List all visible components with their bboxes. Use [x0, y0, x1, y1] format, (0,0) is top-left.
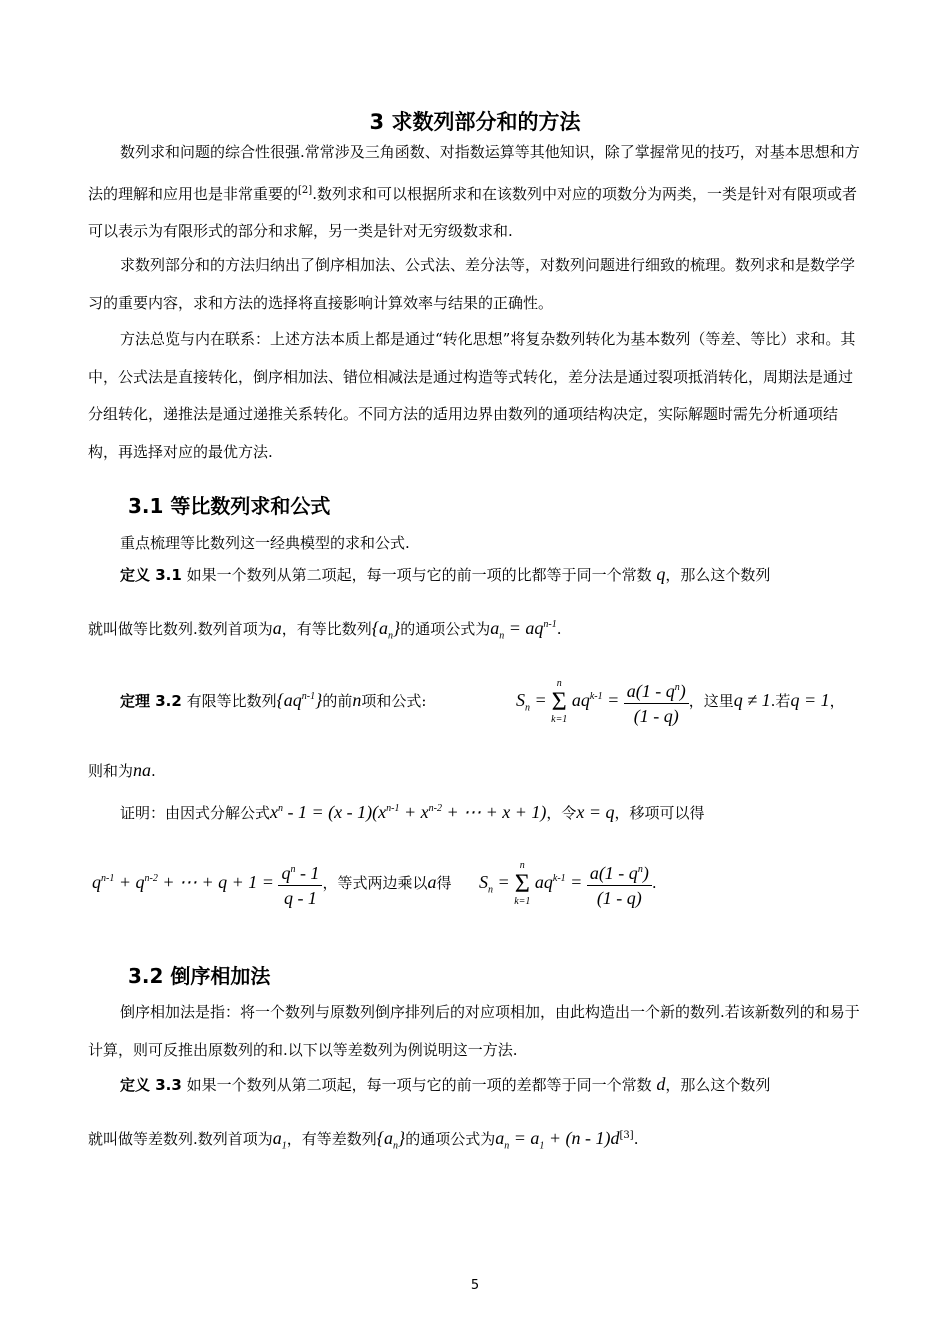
geometric-term-formula: $a_n = aq^{n-1}$ — [490, 618, 557, 642]
intro-paragraph-3: 方法总览与内在联系：上述方法本质上都是通过“转化思想”将复杂数列转化为基本数列（等差、等比）求和。其中，公式法是直接转化，倒序相加法、错位相减法是通过构造等式转化，差分法是通过裂项抵消转化，周期法是通过分组转化，递推法是通过递推关系转化。不同方法的适用边界由数列的通项结构决定，实际解题时需先分析通项结构，再选择对应的最优方法. — [88, 330, 856, 461]
intro-paragraph-2: 求数列部分和的方法归纳出了倒序相加法、公式法、差分法等，对数列问题进行细致的梳理。数列求和是数学学习的重要内容，求和方法的选择将直接影响计算效率与结果的正确性。 — [88, 256, 856, 312]
intro-paragraph-1: 数列求和问题的综合性很强.常常涉及三角函数、对指数运算等其他知识，除了掌握常见的技巧，对基本思想和方法的理解和应用也是非常重要的[2].数列求和可以根据所求和在该数列中对应的项数分为两类，一类是针对有限项或者可以表示为有限形式的部分和求解，另一类是针对无穷级数求和. — [88, 143, 860, 240]
definition-3-1-line-2: 就叫做等比数列.数列首项为a，有等比数列$\{a_n\}$的通项公式为$a_n = aq^{n-1}$. — [88, 618, 562, 642]
subsection-heading-3-2: 3.2 倒序相加法 — [128, 964, 271, 988]
proof-line-1: 证明：由因式分解公式$x^n - 1 = (x - 1)(x^{n-1} + x^{n-2}$ + ⋯ + x + 1)，令x = q，移项可以得 — [120, 802, 705, 822]
theorem-3-2-line-2: 则和为na. — [88, 760, 156, 780]
sum-formula: $S_n$ = n Σ k=1 $aq^{k-1}$ = $\frac{a(1 - q^n)}{(1 - q)}$ — [516, 690, 689, 710]
page-number: 5 — [470, 1278, 480, 1293]
section-title: 3 求数列部分和的方法 — [369, 110, 581, 134]
subsection-lead: 重点梳理等比数列这一经典模型的求和公式. — [120, 534, 410, 552]
factorization-formula: $x^n - 1 = (x - 1)(x^{n-1} + x^{n-2}$ + ⋯ + x + 1) — [270, 802, 547, 822]
proof-line-2: $q^{n-1} + q^{n-2}$ + ⋯ + q + 1 = $\frac{q^n - 1}{q - 1}$ ，等式两边乘以a得 $S_n$ = n Σ k=1 $aq^{k-1}$ = $\frac{a(1 - q^n)}{(1 - q)}$ . — [92, 860, 657, 908]
arithmetic-term-formula: $a_n = a_1 + (n - 1)d$ — [495, 1128, 620, 1152]
citation: [2] — [298, 184, 313, 196]
reverse-add-paragraph: 倒序相加法是指：将一个数列与原数列倒序排列后的对应项相加，由此构造出一个新的数列.若该新数列的和易于计算，则可反推出原数列的和.以下以等差数列为例说明这一方法. — [88, 1003, 860, 1059]
definition-3-1-line-1: 定义 3.1 如果一个数列从第二项起，每一项与它的前一项的比都等于同一个常数 q，那么这个数列 — [120, 564, 771, 584]
sequence-notation: $\{a_n\}$ — [371, 618, 401, 642]
citation: [3] — [619, 1130, 634, 1141]
definition-3-3-line-1: 定义 3.3 如果一个数列从第二项起，每一项与它的前一项的差都等于同一个常数 d，那么这个数列 — [120, 1074, 771, 1094]
definition-3-3-line-2: 就叫做等差数列.数列首项为$a_1$，有等差数列$\{a_n\}$的通项公式为$a_n = a_1 + (n - 1)d[3]$. — [88, 1128, 639, 1152]
theorem-3-2: 定理 3.2 有限等比数列$\{aq^{n-1}\}$的前n项和公式: $S_n$ = n Σ k=1 $aq^{k-1}$ = $\frac{a(1 - q^n)}{(1 - q)}$ ，这里q ≠ 1.若q = 1， — [120, 678, 845, 726]
subsection-heading-3-1: 3.1 等比数列求和公式 — [128, 494, 331, 518]
